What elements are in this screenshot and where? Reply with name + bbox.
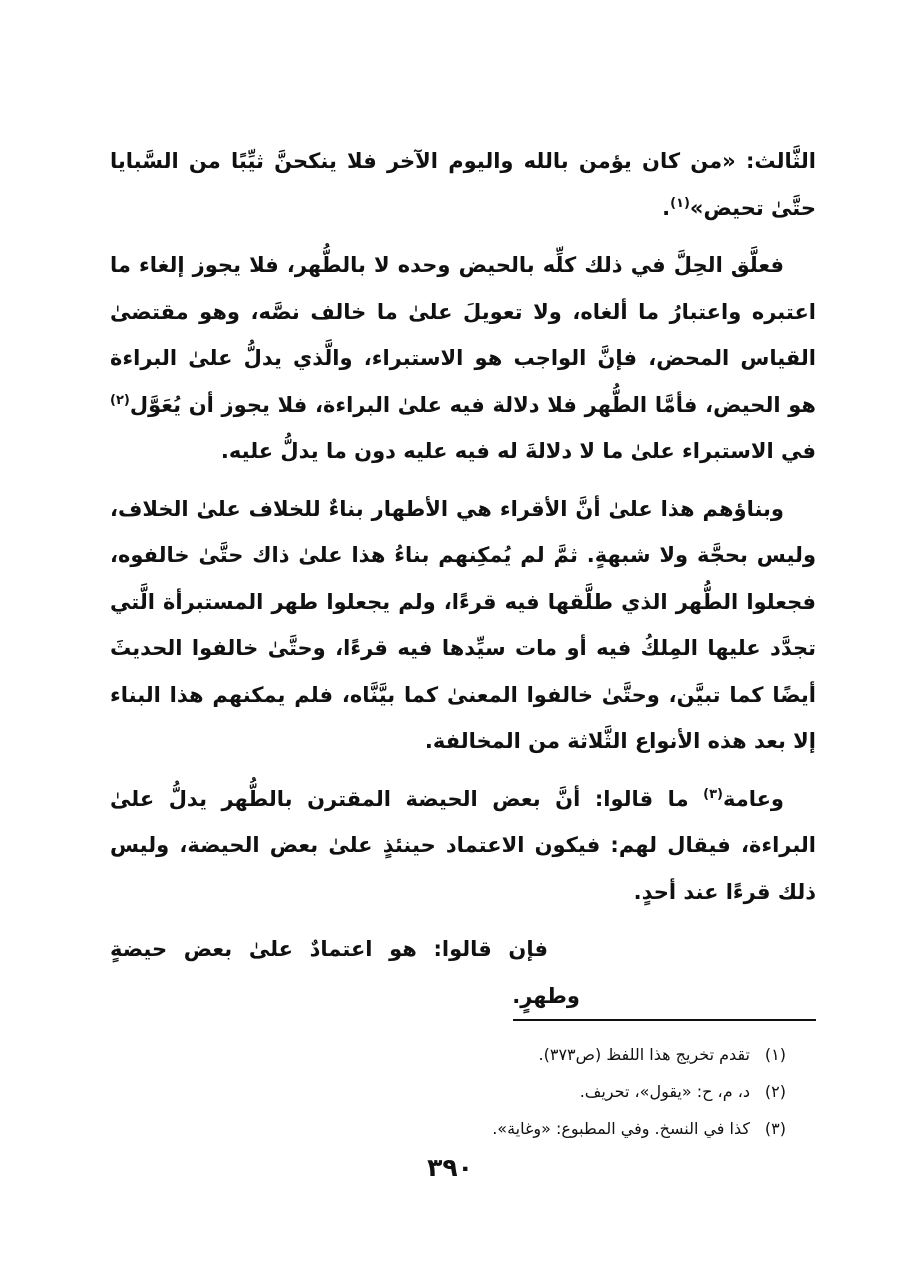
paragraph-text: الثَّالث: «من كان يؤمن بالله واليوم الآخر فلا ينكحنَّ ثيِّبًا من السَّبايا حتَّىٰ تحيض»: [110, 149, 816, 220]
paragraph-hadith-third: [110, 138, 816, 231]
footnote-number: (١): [764, 1045, 786, 1064]
footnote-text: د، م، ح: «يقول»، تحريف.: [579, 1082, 750, 1101]
footnotes: [200, 1036, 786, 1147]
footnote-ref: (١): [670, 195, 690, 211]
paragraph-tail: في الاستبراء علىٰ ما لا دلالةَ له فيه عليه دون ما يدلُّ عليه.: [220, 439, 816, 463]
footnote-item: [200, 1073, 786, 1110]
paragraph-if-they-said: [110, 926, 816, 1019]
paragraph-refutation: [110, 486, 816, 765]
paragraph-tail: .: [662, 195, 671, 220]
paragraph-ruling: [110, 242, 816, 475]
footnote-text: كذا في النسخ. وفي المطبوع: «وغاية».: [492, 1119, 750, 1138]
footnote-ref: (٢): [110, 392, 130, 408]
footnote-item: [200, 1036, 786, 1073]
paragraph-text: وبناؤهم هذا علىٰ أنَّ الأقراء هي الأطهار بناءٌ للخلاف علىٰ الخلاف، وليس بحجَّة ولا شبهةٍ. ثمَّ لم يُمكِنهم بناءُ هذا علىٰ ذاك حتَّىٰ خالفوه، فجعلوا الطُّهر الذي طلَّقها فيه قرءًا، ولم يجعلوا طهر المستبرأة الَّتي تجدَّد عليها المِلكُ فيه أو مات سيِّدها فيه قرءًا، وحتَّىٰ خالفوا الحديثَ أيضًا كما تبيَّن، وحتَّىٰ خالفوا المعنىٰ كما بيَّنَّاه، فلم يمكنهم هذا البناء إلا بعد هذه الأنواع الثَّلاثة من المخالفة.: [110, 496, 816, 753]
footnote-number: (٣): [764, 1119, 786, 1138]
paragraph-text: وعامة: [722, 786, 784, 811]
paragraph-objection: [110, 776, 816, 916]
paragraph-text: فإن قالوا: هو اعتمادٌ علىٰ بعض حيضةٍ وطهرٍ.: [110, 937, 580, 1008]
main-text: [110, 138, 816, 1030]
footnote-ref: (٣): [703, 786, 723, 802]
paragraph-tail: ما قالوا: أنَّ بعض الحيضة المقترن بالطُّهر يدلُّ علىٰ البراءة، فيقال لهم: فيكون الاعتماد حينئذٍ علىٰ بعض الحيضة، وليس ذلك قرءًا عند أحدٍ.: [110, 786, 816, 904]
page-number: ٣٩٠: [427, 1153, 473, 1182]
footnote-text: تقدم تخريج هذا اللفظ (ص٣٧٣).: [538, 1045, 750, 1064]
footnote-divider: [513, 1019, 816, 1021]
footnote-number: (٢): [764, 1082, 786, 1101]
paragraph-text: فعلَّق الحِلَّ في ذلك كلِّه بالحيض وحده لا بالطُّهر، فلا يجوز إلغاء ما اعتبره واعتبارُ ما ألغاه، ولا تعويلَ علىٰ ما خالف نصَّه، وهو مقتضىٰ القياس المحض، فإنَّ الواجب هو الاستبراء، والَّذي يدلُّ علىٰ البراءة هو الحيض، فأمَّا الطُّهر فلا دلالة فيه علىٰ البراءة، فلا يجوز أن يُعَوَّل: [110, 253, 816, 417]
footnote-item: [200, 1110, 786, 1147]
